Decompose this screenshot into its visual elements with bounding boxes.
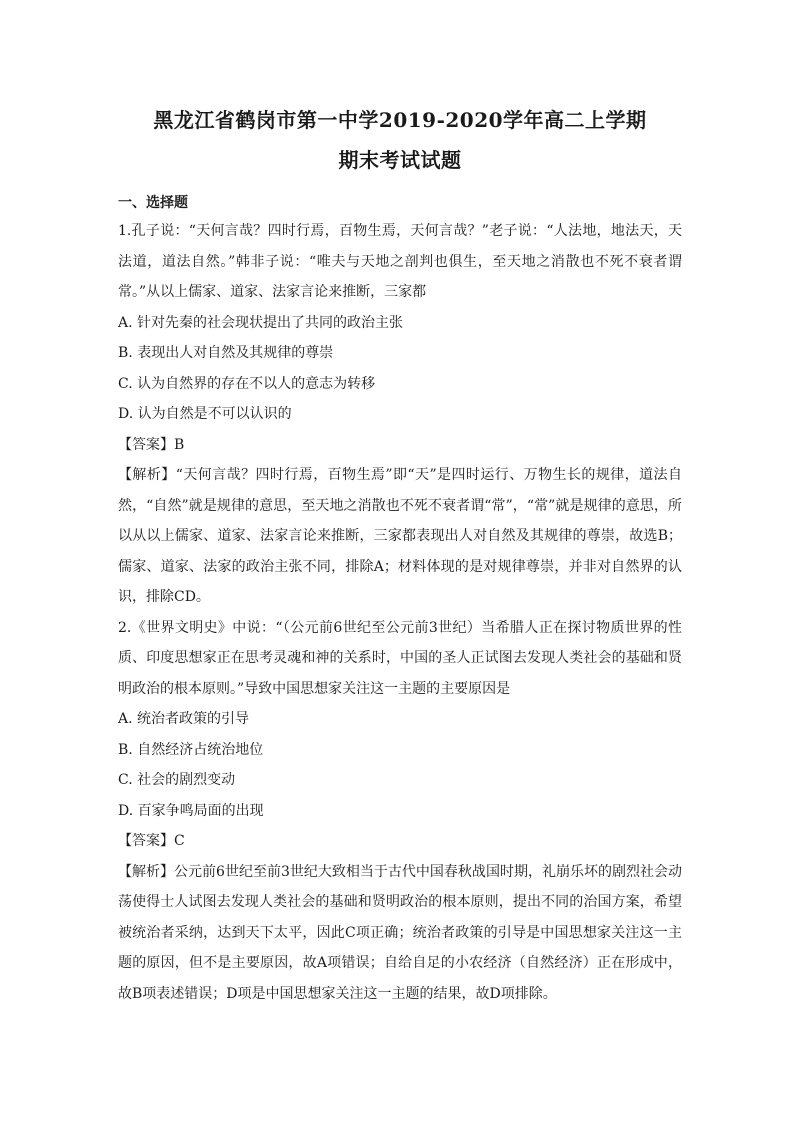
question-1 [118, 216, 682, 613]
option-d: D. 认为自然是不可以认识的 [118, 406, 292, 422]
question-stem: 1.孔子说：“天何言哉？四时行焉，百物生焉，天何言哉？”老子说：“人法地，地法天，天法道，道法自然。”韩非子说：“唯夫与天地之剖判也俱生，至天地之消散也不死不衰者谓常。”从以上儒家、道家、法家言论来推断，三家都 [118, 223, 682, 300]
answer: 【答案】B [118, 436, 185, 453]
question-stem: 2.《世界文明史》中说：“（公元前6世纪至公元前3世纪）当希腊人正在探讨物质世界的性质、印度思想家正在思考灵魂和神的关系时，中国的圣人正试图去发现人类社会的基础和贤明政治的根本原则。”导致中国思想家关注这一主题的主要原因是 [118, 619, 682, 697]
document-title-line1: 黑龙江省鹤岗市第一中学2019-2020学年高二上学期 [153, 108, 647, 132]
option-d: D. 百家争鸣局面的出现 [118, 802, 264, 819]
question-2 [118, 613, 682, 1010]
section-heading: 一、选择题 [118, 195, 188, 211]
option-c: C. 社会的剧烈变动 [118, 772, 236, 788]
answer: 【答案】C [118, 833, 185, 849]
option-a: A. 针对先秦的社会现状提出了共同的政治主张 [118, 314, 404, 331]
document-title-line2: 期末考试试题 [338, 148, 462, 172]
explanation: 【解析】公元前6世纪至前3世纪大致相当于古代中国春秋战国时期，礼崩乐坏的剧烈社会动荡使得士人试图去发现人类社会的基础和贤明政治的根本原则，提出不同的治国方案，希望被统治者采纳，达到天下太平，因此C项正确；统治者政策的引导是中国思想家关注这一主题的原因，但不是主要原因，故A项错误；自给自足的小农经济（自然经济）正在形成中，故B项表述错误；D项是中国思想家关注这一主题的结果，故D项排除。 [118, 863, 682, 1002]
explanation: 【解析】“天何言哉？四时行焉，百物生焉”即“天”是四时运行、万物生长的规律，道法自然，“自然”就是规律的意思，至天地之消散也不死不衰者谓“常”，“常”就是规律的意思，所以从以上儒家、道家、法家言论来推断，三家都表现出人对自然及其规律的尊崇，故选B；儒家、道家、法家的政治主张不同，排除A；材料体现的是对规律尊崇，并非对自然界的认识，排除CD。 [118, 467, 682, 605]
option-b: B. 表现出人对自然及其规律的尊崇 [118, 345, 334, 361]
option-c: C. 认为自然界的存在不以人的意志为转移 [118, 375, 376, 392]
option-a: A. 统治者政策的引导 [118, 711, 250, 727]
option-b: B. 自然经济占统治地位 [118, 741, 264, 758]
